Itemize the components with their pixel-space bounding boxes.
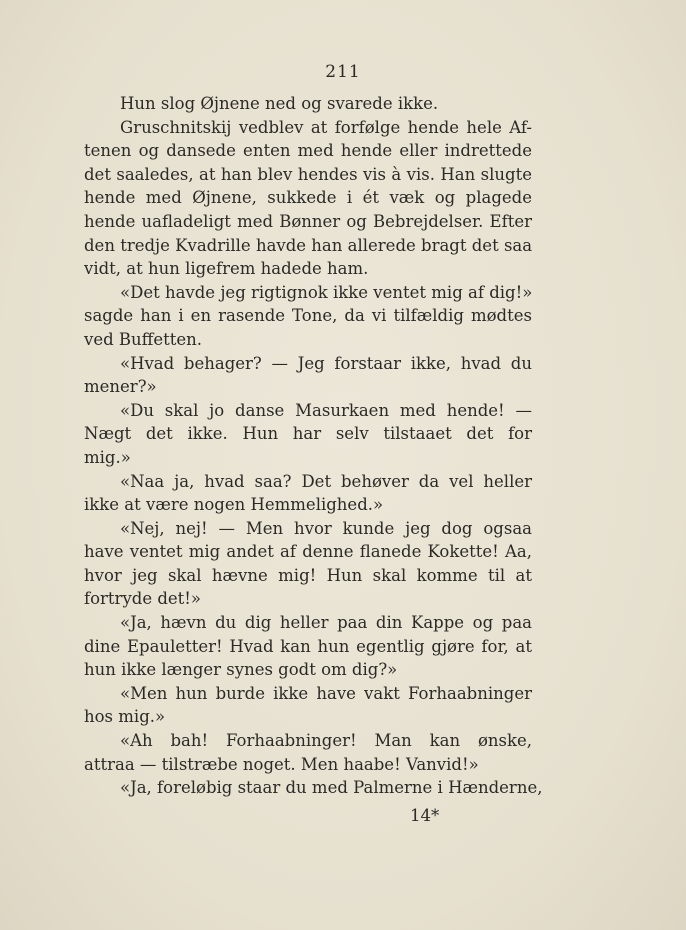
text-line: sagde han i en rasende Tone, da vi tilfældig mødtes (84, 306, 532, 326)
text-line: «Men hun burde ikke have vakt Forhaabninger (120, 683, 532, 703)
text-line: hun ikke længer synes godt om dig?» (84, 660, 398, 680)
text-line: hos mig.» (84, 707, 166, 727)
text-line: «Hvad behager? — Jeg forstaar ikke, hvad du (120, 353, 532, 373)
text-line: «Nej, nej! — Men hvor kunde jeg dog ogsaa (120, 518, 532, 538)
text-line: «Du skal jo danse Masurkaen med hende! — (120, 400, 532, 420)
text-line: Hun slog Øjnene ned og svarede ikke. (120, 94, 439, 113)
text-line: det saaledes, at han blev hendes vis à vis. Han slugte (84, 164, 532, 184)
text-line: Gruschnitskij vedblev at forfølge hende hele Af- (120, 117, 532, 137)
text-line: ved Buffetten. (84, 329, 203, 349)
text-line: dine Epauletter! Hvad kan hun egentlig gjøre for, at (84, 636, 532, 656)
text-line: vidt, at hun ligefrem hadede ham. (84, 259, 369, 279)
text-line: mig.» (84, 447, 131, 467)
text-line: «Ah bah! Forhaabninger! Man kan ønske, (120, 731, 532, 751)
text-line: Nægt det ikke. Hun har selv tilstaaet det for (84, 424, 532, 444)
text-line: «Ja, foreløbig staar du med Palmerne i Hænderne, (120, 778, 543, 798)
text-line: hende uafladeligt med Bønner og Bebrejdelser. Efter (84, 211, 532, 231)
text-line: mener?» (84, 377, 157, 397)
text-line: hvor jeg skal hævne mig! Hun skal komme til at (84, 565, 532, 585)
text-line: den tredje Kvadrille havde han allerede bragt det saa (84, 235, 533, 255)
page-number: 211 (325, 62, 361, 82)
text-line: hende med Øjnene, sukkede i ét væk og plagede (84, 188, 532, 208)
text-line: «Naa ja, hvad saa? Det behøver da vel heller (120, 471, 532, 491)
signature-mark: 14* (410, 806, 440, 825)
text-line: «Ja, hævn du dig heller paa din Kappe og paa (120, 613, 532, 633)
text-line: ikke at være nogen Hemmelighed.» (84, 495, 384, 515)
text-line: «Det havde jeg rigtignok ikke ventet mig af dig!» (120, 282, 533, 302)
text-line: fortryde det!» (84, 589, 202, 609)
text-line: tenen og dansede enten med hende eller indrettede (84, 141, 532, 161)
body-text (84, 92, 543, 800)
text-line: have ventet mig andet af denne flanede Kokette! Aa, (84, 542, 532, 562)
text-line: attraa — tilstræbe noget. Men haabe! Vanvid!» (84, 754, 479, 774)
